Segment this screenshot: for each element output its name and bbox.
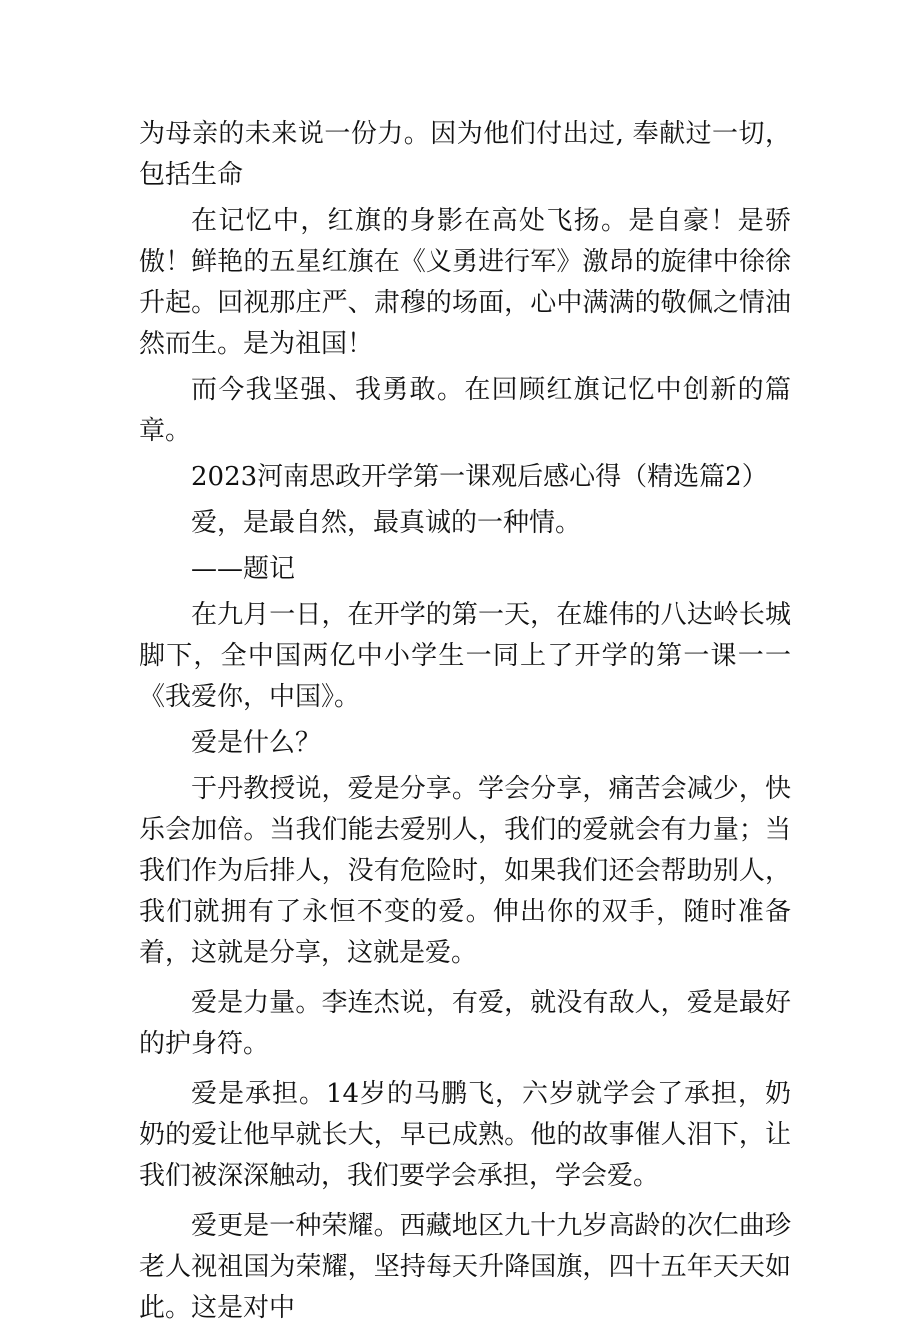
paragraph-love-sharing: 于丹教授说，爱是分享。学会分享，痛苦会减少，快乐会加倍。当我们能去爱别人，我们的爱就会有力量；当我们作为后排人，没有危险时，如果我们还会帮助别人，我们就拥有了永恒不变的爱。伸出你的双手，随时准备着，这就是分享，这就是爱。 — [139, 774, 791, 968]
document-body — [139, 114, 791, 1329]
paragraph-red-flag-memory: 在记忆中，红旗的身影在高处飞扬。是自豪！是骄傲！鲜艳的五星红旗在《义勇进行军》激昂的旋律中徐徐升起。回视那庄严、肃穆的场面，心中满满的敬佩之情油然而生。是为祖国！ — [139, 206, 791, 359]
paragraph-epigraph: ——题记 — [191, 554, 296, 584]
paragraph-love-power: 爱是力量。李连杰说，有爱，就没有敌人，爱是最好的护身符。 — [139, 988, 791, 1059]
section-heading: 2023河南思政开学第一课观后感心得（精选篇2） — [191, 462, 768, 492]
paragraph-what-is-love: 爱是什么？ — [191, 728, 322, 758]
paragraph-love-nature: 爱，是最自然，最真诚的一种情。 — [191, 508, 582, 538]
paragraph-love-honor: 爱更是一种荣耀。西藏地区九十九岁高龄的次仁曲珍老人视祖国为荣耀，坚持每天升降国旗，四十五年天天如此。这是对中 — [139, 1211, 791, 1323]
paragraph-first-lesson: 在九月一日，在开学的第一天，在雄伟的八达岭长城脚下，全中国两亿中小学生一同上了开学的第一课一一《我爱你，中国》。 — [139, 600, 791, 712]
paragraph-continuation: 为母亲的未来说一份力。因为他们付出过, 奉献过一切，包括生命 — [139, 119, 791, 190]
paragraph-love-responsibility: 爱是承担。14岁的马鹏飞，六岁就学会了承担，奶奶的爱让他早就长大，早已成熟。他的故事催人泪下，让我们被深深触动，我们要学会承担，学会爱。 — [139, 1079, 791, 1191]
paragraph-brave: 而今我坚强、我勇敢。在回顾红旗记忆中创新的篇章。 — [139, 375, 791, 446]
